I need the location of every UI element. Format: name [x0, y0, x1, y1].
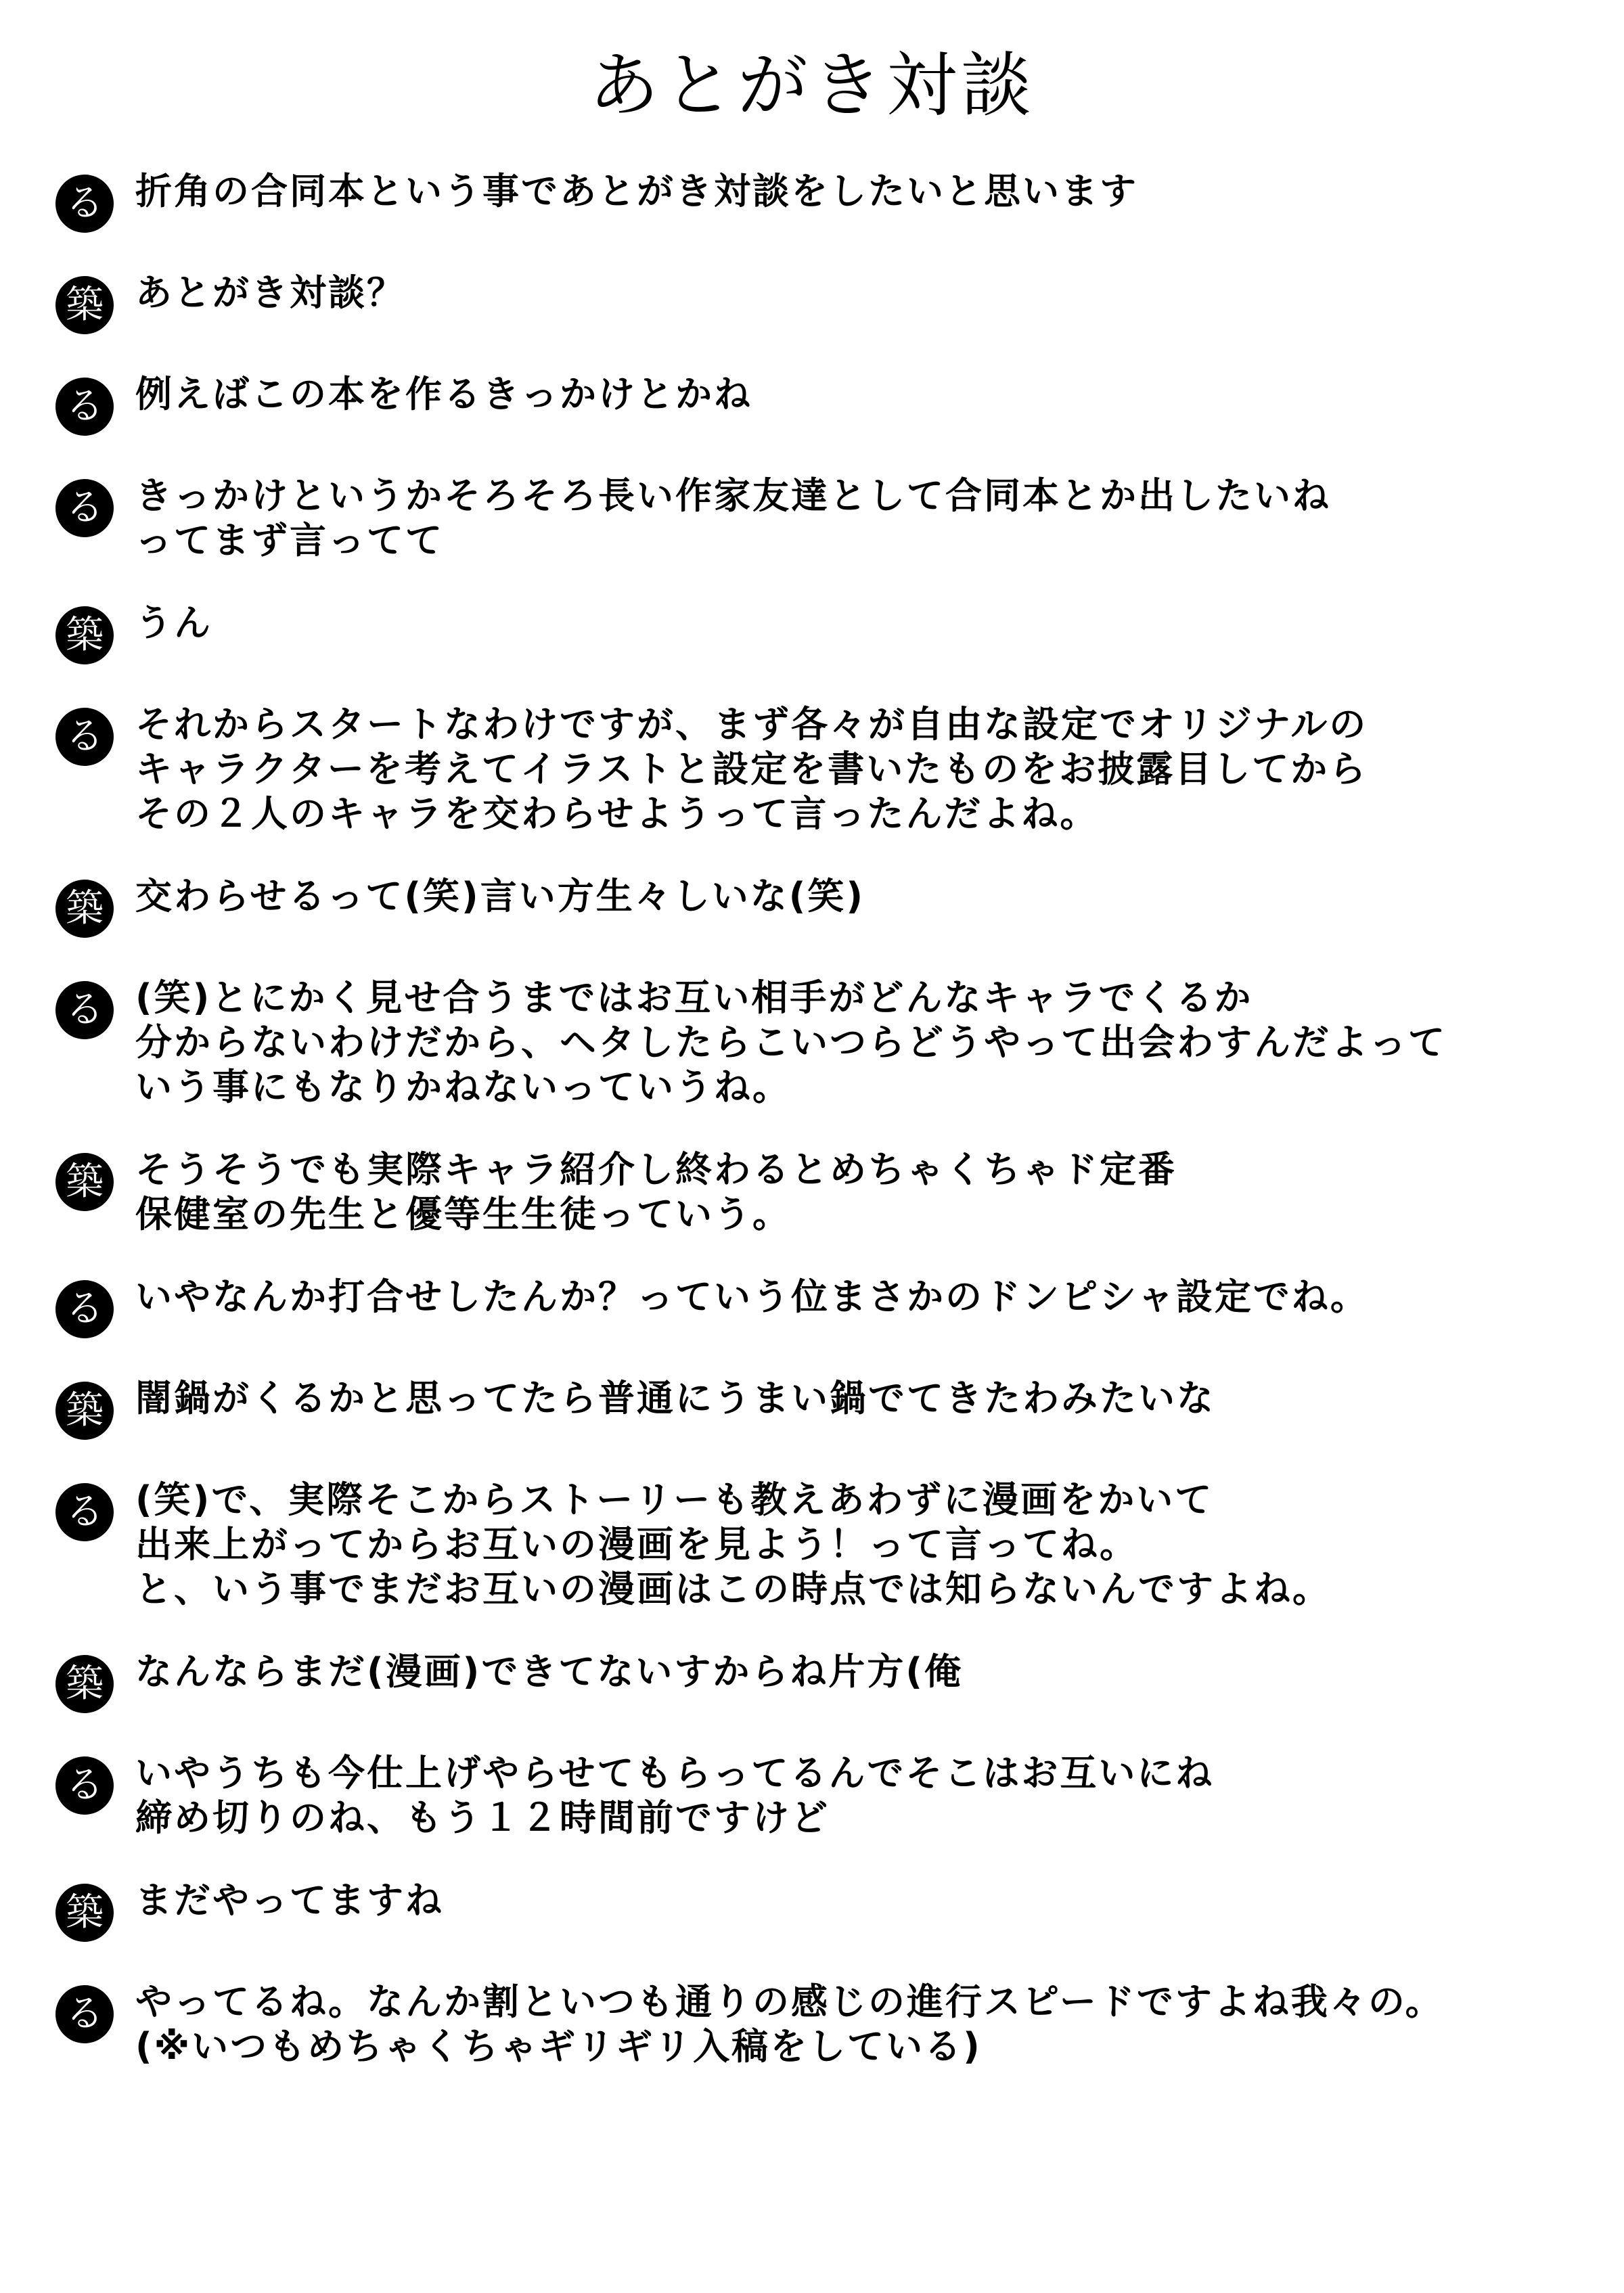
dialogue-line — [55, 1980, 1598, 2069]
dialogue-text: あとがき対談？ — [135, 271, 405, 314]
speaker-badge: 築 — [55, 1655, 114, 1713]
dialogue-line — [55, 874, 1598, 938]
dialogue-text: やってるね。なんか割といつも通りの感じの進行スピードですよね我々の。 (※いつもめちゃくちゃギリギリ入稿をしている) — [135, 1980, 1444, 2068]
dialogue-text: (笑)とにかく見せ合うまではお互い相手がどんなキャラでくるか 分からないわけだから、ヘタしたらこいつらどうやって出会わすんだよって いう事にもなりかねないっていうね。 — [135, 976, 1447, 1108]
speaker-badge: る — [55, 378, 114, 436]
dialogue-line — [55, 1275, 1598, 1338]
dialogue-text: 交わらせるって(笑)言い方生々しいな(笑) — [135, 875, 865, 917]
dialogue-text: それからスタートなわけですが、まず各々が自由な設定でオリジナルの キャラクターを考えてイラストと設定を書いたものをお披露目してから その２人のキャラを交わらせようって言ったんだよね。 — [135, 703, 1368, 835]
speaker-badge: 築 — [55, 880, 114, 938]
speaker-badge: る — [55, 1756, 114, 1815]
dialogue-line — [55, 1148, 1598, 1237]
speaker-badge: る — [55, 1483, 114, 1541]
dialogue-text: 闇鍋がくるかと思ってたら普通にうまい鍋でてきたわみたいな — [135, 1377, 1215, 1420]
dialogue-line — [55, 1376, 1598, 1440]
dialogue-text: きっかけというかそろそろ長い作家友達として合同本とか出したいね ってまず言ってて — [135, 474, 1331, 562]
speaker-badge: る — [55, 708, 114, 766]
speaker-badge: 築 — [55, 1153, 114, 1211]
speaker-badge: 築 — [55, 606, 114, 664]
dialogue-text: いやなんか打合せしたんか？っていう位まさかのドンピシャ設定でね。 — [135, 1275, 1369, 1318]
speaker-badge: る — [55, 1280, 114, 1338]
dialogue-line — [55, 271, 1598, 334]
dialogue-text: まだやってますね — [135, 1879, 444, 1922]
dialogue-text: いやうちも今仕上げやらせてもらってるんでそこはお互いにね 締め切りのね、もう１２時間前ですけど — [135, 1752, 1215, 1839]
speaker-badge: る — [55, 479, 114, 537]
dialogue-text: 例えばこの本を作るきっかけとかね — [135, 373, 752, 415]
dialogue-line — [55, 1751, 1598, 1840]
dialogue-line — [55, 1650, 1598, 1713]
speaker-badge: る — [55, 175, 114, 233]
dialogue-text: そうそうでも実際キャラ紹介し終わるとめちゃくちゃド定番 保健室の先生と優等生生徒っていう。 — [135, 1148, 1177, 1235]
dialogue-text: 折角の合同本という事であとがき対談をしたいと思います — [135, 170, 1138, 212]
dialogue-list — [55, 169, 1598, 2107]
dialogue-line — [55, 702, 1598, 836]
dialogue-line — [55, 474, 1598, 563]
dialogue-text: (笑)で、実際そこからストーリーも教えあわずに漫画をかいて 出来上がってからお互いの漫画を見よう！って言ってね。 と、いう事でまだお互いの漫画はこの時点では知らないんですよね。 — [135, 1478, 1331, 1610]
dialogue-line — [55, 1478, 1598, 1612]
dialogue-line — [55, 601, 1598, 664]
speaker-badge: る — [55, 981, 114, 1039]
dialogue-line — [55, 1878, 1598, 1942]
dialogue-text: うん — [135, 601, 212, 644]
speaker-badge: 築 — [55, 1382, 114, 1440]
dialogue-text: なんならまだ(漫画)できてないすからね片方(俺 — [135, 1650, 964, 1693]
page-title: あとがき対談 — [588, 44, 1035, 127]
dialogue-line — [55, 372, 1598, 436]
speaker-badge: る — [55, 1985, 114, 2043]
speaker-badge: 築 — [55, 1884, 114, 1942]
speaker-badge: 築 — [55, 276, 114, 334]
dialogue-line — [55, 976, 1598, 1110]
dialogue-line — [55, 169, 1598, 233]
